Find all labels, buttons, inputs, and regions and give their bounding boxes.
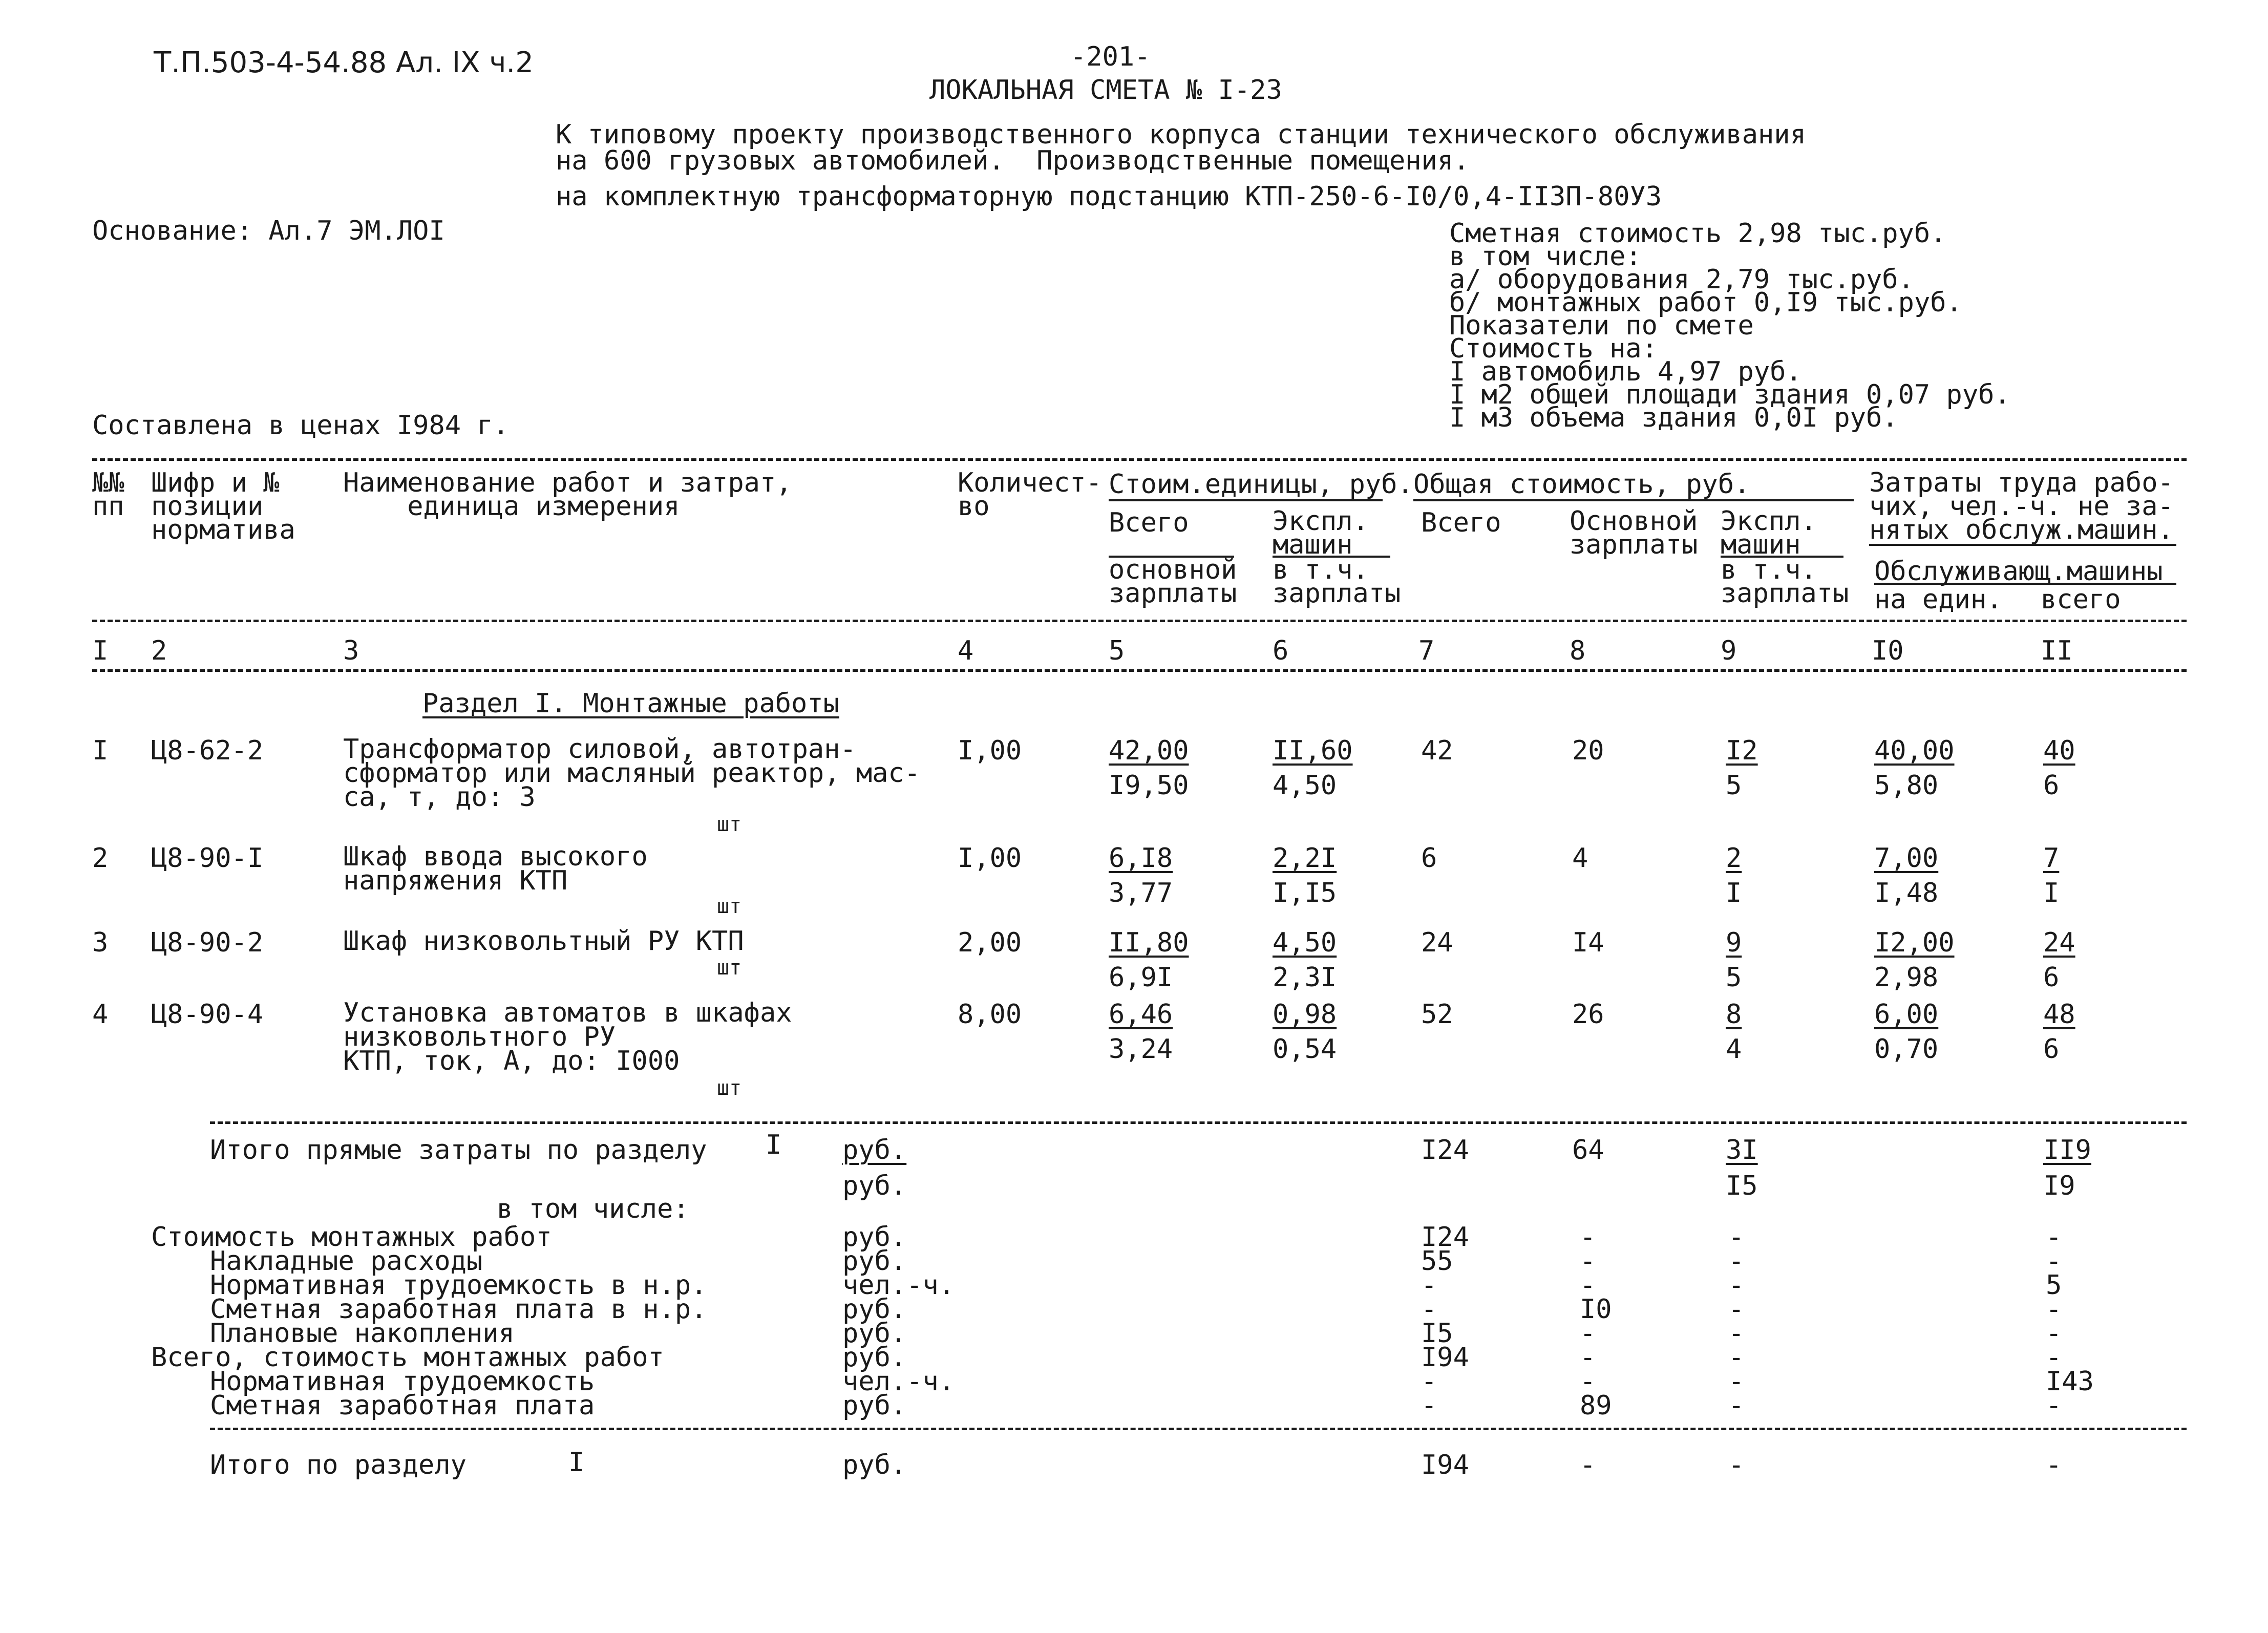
row-total-cost: 6 [1421,843,1437,874]
header-col-6-top: Экспл. машин [1273,506,1369,560]
row-total-cost: 42 [1421,735,1453,766]
breakdown-unit: руб. [842,1318,907,1349]
column-number: I [92,635,109,666]
breakdown-labor: - [2046,1318,2062,1349]
breakdown-total: I5 [1421,1318,1453,1349]
header-col-11: всего [2041,584,2121,615]
direct-costs-unit-2: руб. [842,1171,907,1201]
breakdown-labor: - [2046,1390,2062,1421]
breakdown-labor: - [2046,1342,2062,1373]
direct-wages: 64 [1572,1135,1604,1165]
row-unit: шт [717,1076,742,1100]
breakdown-unit: руб. [842,1342,907,1373]
breakdown-machines: - [1728,1318,1745,1349]
row-unit-cost-machine-wages: I,I5 [1273,878,1337,908]
row-labor-unit: I2,00 [1874,927,1955,958]
breakdown-machines: - [1728,1270,1745,1301]
header-col-9-top: Экспл. машин [1721,506,1817,560]
row-total-cost: 24 [1421,927,1453,958]
column-number: II [2041,635,2073,666]
row-total-machine-wages: 5 [1726,770,1742,801]
row-labor-total: 40 [2043,735,2075,766]
row-total-wages: 20 [1572,735,1604,766]
unit-cost-rule [1109,499,1383,501]
row-unit-cost-wages: 6,9I [1109,962,1173,993]
direct-labor-machines: I9 [2043,1171,2075,1201]
row-total-machines: 2 [1726,843,1742,874]
breakdown-label: Накладные расходы [210,1246,483,1277]
breakdown-label: Всего, стоимость монтажных работ [151,1342,664,1373]
header-group-total-cost: Общая стоимость, руб. [1413,469,1750,500]
breakdown-wages: - [1580,1246,1596,1277]
prices-year-text: Составлена в ценах I984 г. [92,410,509,441]
direct-costs-label: Итого прямые затраты по разделу [210,1135,707,1165]
row-unit-cost-total: 42,00 [1109,735,1189,766]
row-code: Ц8-90-4 [151,999,264,1030]
column-number: 8 [1570,635,1586,666]
row-labor-total-machines: 6 [2043,770,2060,801]
row-total-machines: 8 [1726,999,1742,1030]
summary-line: Сметная стоимость 2,98 тыс.руб. [1449,218,1946,249]
breakdown-machines: - [1728,1294,1745,1325]
header-col-1: №№ пп [92,468,124,522]
row-unit: шт [717,895,742,918]
final-rule [210,1428,2187,1430]
row-unit-cost-wages: 3,24 [1109,1034,1173,1065]
section-total-wages: - [1580,1450,1596,1480]
document-title: ЛОКАЛЬНАЯ СМЕТА № I-23 [929,75,1282,105]
column-number: 7 [1418,635,1435,666]
row-labor-unit-machines: 0,70 [1874,1034,1939,1065]
row-total-machine-wages: I [1726,878,1742,908]
breakdown-labor: - [2046,1294,2062,1325]
row-name: Установка автоматов в шкафах низковольтного РУ КТП, ток, А, до: I000 [343,998,792,1076]
labor-group-rule [1869,544,2176,546]
header-group-unit-cost: Стоим.единицы, руб. [1109,469,1413,500]
breakdown-total: - [1421,1294,1437,1325]
section-total-label: Итого по разделу [210,1450,467,1480]
breakdown-unit: чел.-ч. [842,1366,955,1397]
breakdown-machines: - [1728,1246,1745,1277]
breakdown-wages: I0 [1580,1294,1612,1325]
column-number: 2 [151,635,167,666]
breakdown-label: Нормативная трудоемкость в н.р. [210,1270,707,1301]
row-labor-total: 24 [2043,927,2075,958]
row-quantity: I,00 [958,735,1022,766]
col-5-rule [1109,556,1234,558]
breakdown-wages: - [1580,1366,1596,1397]
summary-line: Показатели по смете [1449,310,1754,341]
summary-line: I м2 общей площади здания 0,07 руб. [1449,379,2010,410]
breakdown-labor: I43 [2046,1366,2094,1397]
direct-costs-section: I [766,1130,782,1160]
row-labor-total-machines: 6 [2043,1034,2060,1065]
subtitle-line-1: К типовому проекту производственного корпуса станции технического обслуживания [556,119,1806,150]
row-labor-total-machines: 6 [2043,962,2060,993]
row-total-machine-wages: 5 [1726,962,1742,993]
row-labor-total: 48 [2043,999,2075,1030]
header-group-labor: Затраты труда рабо- чих, чел.-ч. не за- нятых обслуж.машин. [1869,468,2174,545]
row-number: 3 [92,927,109,958]
column-number-rule [92,669,2187,672]
section-title: Раздел I. Монтажные работы [422,688,839,719]
header-col-6-bottom: в т.ч. зарплаты [1273,555,1401,609]
breakdown-total: - [1421,1366,1437,1397]
summary-line: б/ монтажных работ 0,I9 тыс.руб. [1449,287,1962,318]
breakdown-machines: - [1728,1390,1745,1421]
row-name: Шкаф ввода высокого напряжения КТП [343,841,648,896]
row-code: Ц8-90-2 [151,927,264,958]
row-labor-unit: 7,00 [1874,843,1939,874]
row-total-wages: 26 [1572,999,1604,1030]
breakdown-total: 55 [1421,1246,1453,1277]
breakdown-unit: чел.-ч. [842,1270,955,1301]
column-number: 4 [958,635,974,666]
row-labor-unit-machines: 2,98 [1874,962,1939,993]
subtitle-line-2: на 600 грузовых автомобилей. Производственные помещения. [556,145,1470,176]
row-number: 2 [92,843,109,874]
column-number: 3 [343,635,359,666]
breakdown-label: Сметная заработная плата в н.р. [210,1294,707,1325]
breakdown-wages: - [1580,1222,1596,1253]
breakdown-wages: - [1580,1270,1596,1301]
header-col-10: на един. [1874,584,2003,615]
summary-line: I м3 объема здания 0,0I руб. [1449,402,1898,433]
row-labor-unit-machines: 5,80 [1874,770,1939,801]
row-unit: шт [717,813,742,836]
breakdown-labor: - [2046,1246,2062,1277]
row-unit-cost-total: 6,46 [1109,999,1173,1030]
row-labor-unit: 6,00 [1874,999,1939,1030]
row-total-machine-wages: 4 [1726,1034,1742,1065]
row-total-wages: I4 [1572,927,1604,958]
row-total-wages: 4 [1572,843,1588,874]
header-col-9-bottom: в т.ч. зарплаты [1721,555,1849,609]
breakdown-unit: руб. [842,1390,907,1421]
col-6-rule [1273,556,1390,558]
column-number: I0 [1872,635,1904,666]
direct-machines-wages: I5 [1726,1171,1758,1201]
direct-costs-unit: руб. [842,1135,907,1165]
header-col-3: Наименование работ и затрат, единица измерения [343,468,792,522]
header-col-10-sub: Обслуживающ.машины [1874,556,2163,587]
breakdown-machines: - [1728,1342,1745,1373]
header-col-7: Всего [1421,507,1501,538]
row-unit-cost-machines: 4,50 [1273,927,1337,958]
header-bottom-rule [92,620,2187,622]
header-col-4: Количест- во [958,468,1102,522]
row-quantity: 8,00 [958,999,1022,1030]
row-number: I [92,735,109,766]
breakdown-wages: - [1580,1342,1596,1373]
page-number: -201- [1070,41,1151,72]
row-unit-cost-total: II,80 [1109,927,1189,958]
summary-line: а/ оборудования 2,79 тыс.руб. [1449,264,1914,295]
row-unit-cost-machine-wages: 2,3I [1273,962,1337,993]
subtitle-line-3: на комплектную трансформаторную подстанцию КТП-250-6-I0/0,4-II3П-80У3 [556,181,1662,212]
direct-total: I24 [1421,1135,1469,1165]
row-total-machines: 9 [1726,927,1742,958]
row-quantity: 2,00 [958,927,1022,958]
row-unit-cost-wages: 3,77 [1109,878,1173,908]
row-labor-total: 7 [2043,843,2060,874]
summary-line: в том числе: [1449,241,1642,272]
document-reference: Т.П.503-4-54.88 Ал. IX ч.2 [154,46,534,79]
breakdown-labor: - [2046,1222,2062,1253]
breakdown-wages: 89 [1580,1390,1612,1421]
section-total-number: I [568,1447,585,1478]
row-name: Трансформатор силовой, автотран- сформатор или масляный реактор, мас- са, т, до: 3 [343,734,921,813]
row-unit-cost-machine-wages: 0,54 [1273,1034,1337,1065]
header-top-rule [92,458,2187,461]
breakdown-labor: 5 [2046,1270,2062,1301]
column-number: 6 [1273,635,1289,666]
breakdown-wages: - [1580,1318,1596,1349]
breakdown-unit: руб. [842,1294,907,1325]
summary-line: Стоимость на: [1449,333,1658,364]
header-col-2: Шифр и № позиции норматива [151,468,295,545]
breakdown-total: - [1421,1270,1437,1301]
row-name: Шкаф низковольтный РУ КТП [343,926,744,957]
breakdown-machines: - [1728,1366,1745,1397]
row-code: Ц8-62-2 [151,735,264,766]
breakdown-label: Сметная заработная плата [210,1390,595,1421]
row-unit-cost-total: 6,I8 [1109,843,1173,874]
direct-labor: II9 [2043,1135,2091,1165]
breakdown-unit: руб. [842,1246,907,1277]
row-unit-cost-machines: 2,2I [1273,843,1337,874]
breakdown-label: Плановые накопления [210,1318,515,1349]
header-col-8: Основной зарплаты [1570,506,1698,560]
row-labor-total-machines: I [2043,878,2060,908]
row-unit-cost-machine-wages: 4,50 [1273,770,1337,801]
row-unit: шт [717,956,742,980]
summary-line: I автомобиль 4,97 руб. [1449,356,1802,387]
row-unit-cost-machines: 0,98 [1273,999,1337,1030]
section-total-labor: - [2046,1450,2062,1480]
row-unit-cost-machines: II,60 [1273,735,1353,766]
section-total-machines: - [1728,1450,1745,1480]
including-label: в том числе: [497,1194,689,1224]
breakdown-total: I24 [1421,1222,1469,1253]
column-number: 5 [1109,635,1125,666]
breakdown-total: - [1421,1390,1437,1421]
totals-top-rule [210,1121,2187,1124]
section-total-cost: I94 [1421,1450,1469,1480]
header-col-5-bottom: основной зарплаты [1109,555,1237,609]
row-labor-unit-machines: I,48 [1874,878,1939,908]
section-total-unit: руб. [842,1450,907,1480]
row-number: 4 [92,999,109,1030]
row-code: Ц8-90-I [151,843,264,874]
row-total-cost: 52 [1421,999,1453,1030]
breakdown-total: I94 [1421,1342,1469,1373]
basis-text: Основание: Ал.7 ЭМ.ЛОI [92,216,445,246]
column-number: 9 [1721,635,1737,666]
direct-machines: 3I [1726,1135,1758,1165]
breakdown-label: Нормативная трудоемкость [210,1366,595,1397]
row-quantity: I,00 [958,843,1022,874]
breakdown-machines: - [1728,1222,1745,1253]
breakdown-label: Стоимость монтажных работ [151,1222,552,1253]
total-cost-rule [1413,499,1854,501]
header-col-5-top: Всего [1109,507,1189,538]
row-labor-unit: 40,00 [1874,735,1955,766]
row-unit-cost-wages: I9,50 [1109,770,1189,801]
breakdown-unit: руб. [842,1222,907,1253]
row-total-machines: I2 [1726,735,1758,766]
